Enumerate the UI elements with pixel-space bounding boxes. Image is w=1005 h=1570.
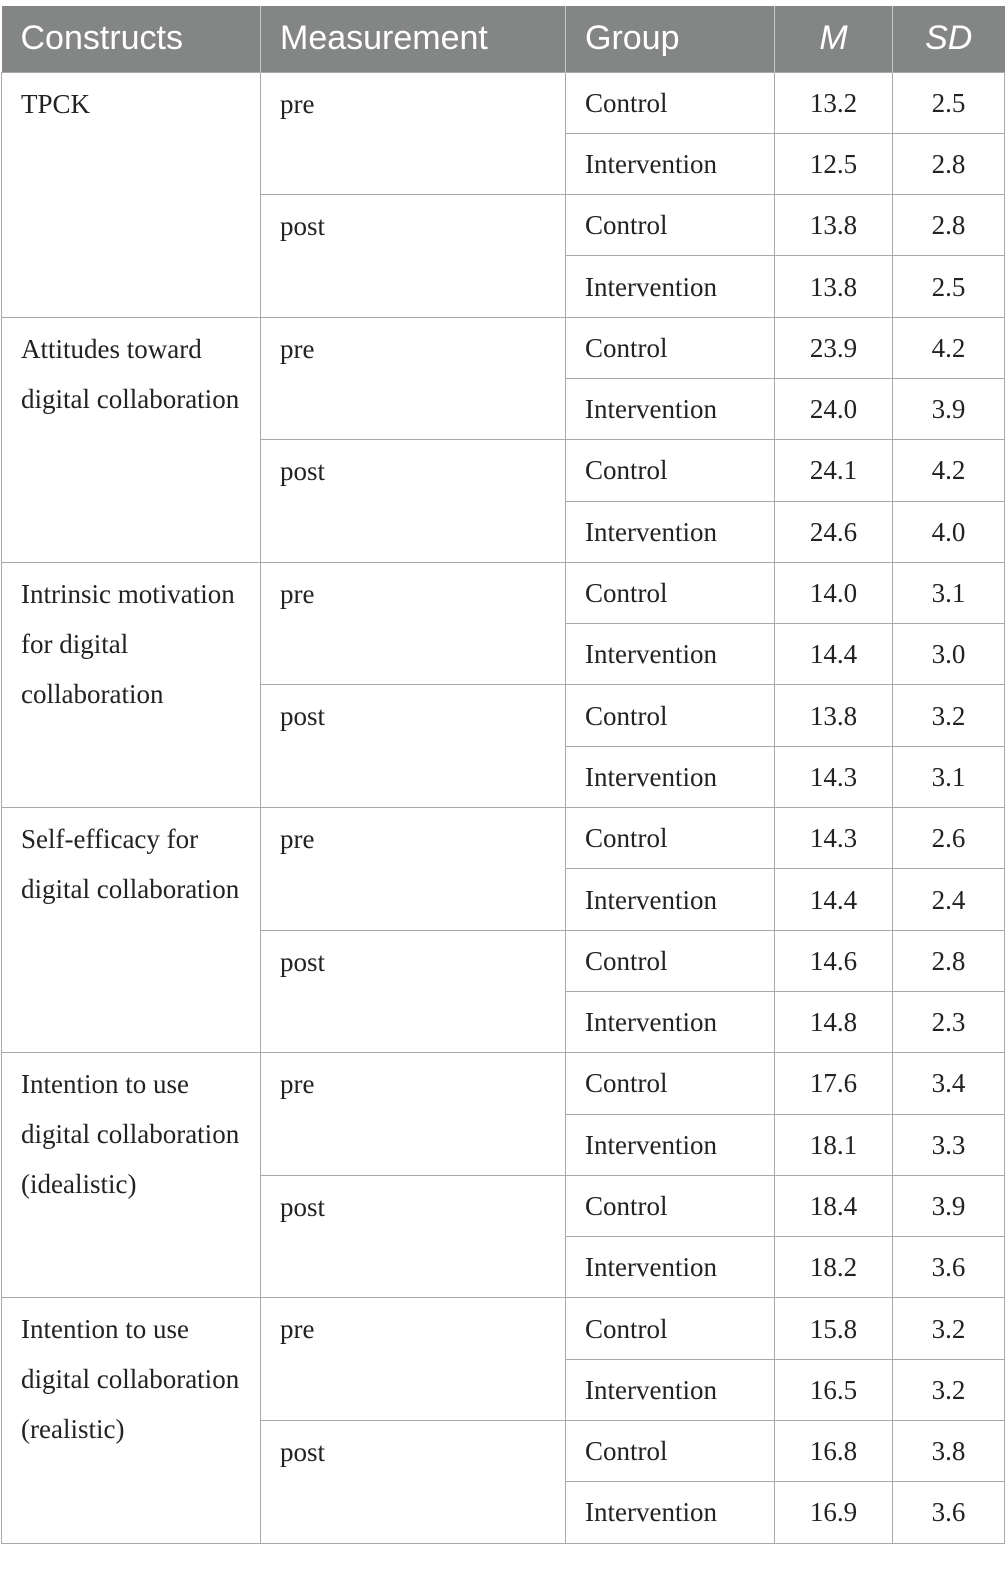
table-row xyxy=(2,1053,1005,1114)
mean-cell: 24.1 xyxy=(775,440,893,501)
mean-cell: 23.9 xyxy=(775,317,893,378)
group-cell: Intervention xyxy=(566,133,775,194)
group-cell: Control xyxy=(566,317,775,378)
measurement-cell: post xyxy=(261,1421,566,1544)
sd-cell: 2.8 xyxy=(893,133,1005,194)
mean-cell: 24.0 xyxy=(775,378,893,439)
sd-cell: 3.1 xyxy=(893,562,1005,623)
group-cell: Control xyxy=(566,1175,775,1236)
group-cell: Control xyxy=(566,1421,775,1482)
mean-cell: 18.1 xyxy=(775,1114,893,1175)
sd-cell: 3.9 xyxy=(893,378,1005,439)
table-header xyxy=(2,6,1005,72)
group-cell: Intervention xyxy=(566,1482,775,1543)
header-sd: SD xyxy=(893,6,1005,72)
mean-cell: 14.8 xyxy=(775,991,893,1052)
sd-cell: 2.3 xyxy=(893,991,1005,1052)
mean-cell: 12.5 xyxy=(775,133,893,194)
construct-cell: Intention to use digital collaboration (realistic) xyxy=(2,1298,261,1543)
mean-cell: 14.3 xyxy=(775,746,893,807)
group-cell: Control xyxy=(566,930,775,991)
table-row xyxy=(2,72,1005,133)
measurement-cell: pre xyxy=(261,72,566,195)
group-cell: Intervention xyxy=(566,1237,775,1298)
group-cell: Intervention xyxy=(566,746,775,807)
measurement-cell: pre xyxy=(261,317,566,440)
mean-cell: 13.2 xyxy=(775,72,893,133)
group-cell: Intervention xyxy=(566,991,775,1052)
measurement-cell: post xyxy=(261,195,566,318)
group-cell: Control xyxy=(566,562,775,623)
mean-cell: 16.5 xyxy=(775,1359,893,1420)
group-cell: Intervention xyxy=(566,624,775,685)
group-cell: Control xyxy=(566,195,775,256)
mean-cell: 18.4 xyxy=(775,1175,893,1236)
mean-cell: 13.8 xyxy=(775,256,893,317)
measurement-cell: post xyxy=(261,1175,566,1298)
group-cell: Control xyxy=(566,1298,775,1359)
header-row xyxy=(2,6,1005,72)
sd-cell: 3.2 xyxy=(893,1359,1005,1420)
group-cell: Control xyxy=(566,440,775,501)
mean-cell: 16.9 xyxy=(775,1482,893,1543)
descriptive-statistics-table xyxy=(1,6,1005,1544)
group-cell: Intervention xyxy=(566,378,775,439)
table-body xyxy=(2,72,1005,1543)
sd-cell: 2.6 xyxy=(893,808,1005,869)
mean-cell: 24.6 xyxy=(775,501,893,562)
group-cell: Control xyxy=(566,685,775,746)
measurement-cell: pre xyxy=(261,1053,566,1176)
mean-cell: 16.8 xyxy=(775,1421,893,1482)
sd-cell: 3.1 xyxy=(893,746,1005,807)
measurement-cell: post xyxy=(261,440,566,563)
header-measurement: Measurement xyxy=(261,6,566,72)
sd-cell: 3.6 xyxy=(893,1237,1005,1298)
mean-cell: 17.6 xyxy=(775,1053,893,1114)
group-cell: Intervention xyxy=(566,1114,775,1175)
sd-cell: 3.0 xyxy=(893,624,1005,685)
construct-cell: TPCK xyxy=(2,72,261,317)
mean-cell: 18.2 xyxy=(775,1237,893,1298)
sd-cell: 2.5 xyxy=(893,256,1005,317)
group-cell: Control xyxy=(566,808,775,869)
sd-cell: 2.8 xyxy=(893,930,1005,991)
mean-cell: 13.8 xyxy=(775,685,893,746)
table-row xyxy=(2,317,1005,378)
group-cell: Intervention xyxy=(566,869,775,930)
header-constructs: Constructs xyxy=(2,6,261,72)
measurement-cell: pre xyxy=(261,808,566,931)
construct-cell: Intrinsic motivation for digital collaboration xyxy=(2,562,261,807)
sd-cell: 2.4 xyxy=(893,869,1005,930)
mean-cell: 14.6 xyxy=(775,930,893,991)
sd-cell: 2.5 xyxy=(893,72,1005,133)
group-cell: Intervention xyxy=(566,501,775,562)
measurement-cell: post xyxy=(261,685,566,808)
group-cell: Intervention xyxy=(566,1359,775,1420)
sd-cell: 3.8 xyxy=(893,1421,1005,1482)
measurement-cell: post xyxy=(261,930,566,1053)
header-mean: M xyxy=(775,6,893,72)
construct-cell: Self-efficacy for digital collaboration xyxy=(2,808,261,1053)
group-cell: Intervention xyxy=(566,256,775,317)
measurement-cell: pre xyxy=(261,562,566,685)
measurement-cell: pre xyxy=(261,1298,566,1421)
construct-cell: Intention to use digital collaboration (idealistic) xyxy=(2,1053,261,1298)
group-cell: Control xyxy=(566,1053,775,1114)
table-row xyxy=(2,1298,1005,1359)
mean-cell: 13.8 xyxy=(775,195,893,256)
sd-cell: 3.4 xyxy=(893,1053,1005,1114)
sd-cell: 2.8 xyxy=(893,195,1005,256)
sd-cell: 4.2 xyxy=(893,317,1005,378)
sd-cell: 3.6 xyxy=(893,1482,1005,1543)
sd-cell: 3.2 xyxy=(893,685,1005,746)
sd-cell: 3.9 xyxy=(893,1175,1005,1236)
sd-cell: 3.3 xyxy=(893,1114,1005,1175)
sd-cell: 4.2 xyxy=(893,440,1005,501)
mean-cell: 14.3 xyxy=(775,808,893,869)
sd-cell: 4.0 xyxy=(893,501,1005,562)
table-row xyxy=(2,808,1005,869)
sd-cell: 3.2 xyxy=(893,1298,1005,1359)
mean-cell: 14.0 xyxy=(775,562,893,623)
mean-cell: 15.8 xyxy=(775,1298,893,1359)
construct-cell: Attitudes toward digital collaboration xyxy=(2,317,261,562)
mean-cell: 14.4 xyxy=(775,869,893,930)
header-group: Group xyxy=(566,6,775,72)
table-row xyxy=(2,562,1005,623)
group-cell: Control xyxy=(566,72,775,133)
mean-cell: 14.4 xyxy=(775,624,893,685)
